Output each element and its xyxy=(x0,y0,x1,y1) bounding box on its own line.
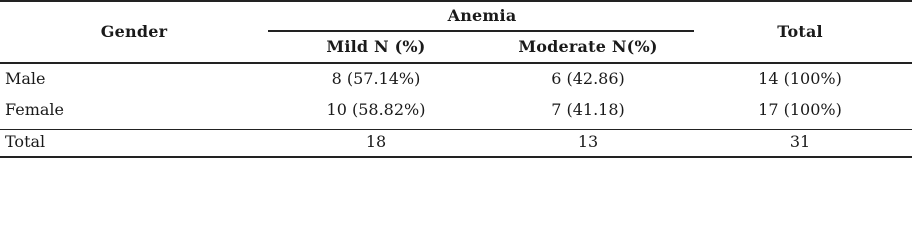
row-female-label: Female xyxy=(5,100,64,119)
row-total-label: Total xyxy=(5,132,46,151)
row-female-moderate: 7 (41.18) xyxy=(551,100,625,119)
row-total-total: 31 xyxy=(789,132,811,151)
row-male-total: 14 (100%) xyxy=(758,69,842,88)
row-male-mild: 8 (57.14%) xyxy=(331,69,421,88)
header-total: Total xyxy=(777,22,823,41)
header-bottom-rule xyxy=(0,62,912,64)
total-separator-rule xyxy=(0,129,912,130)
row-male-moderate: 6 (42.86) xyxy=(551,69,625,88)
row-female-total: 17 (100%) xyxy=(758,100,842,119)
row-female-mild: 10 (58.82%) xyxy=(326,100,426,119)
header-gender: Gender xyxy=(100,22,168,41)
top-rule xyxy=(0,0,912,2)
header-anemia: Anemia xyxy=(447,6,517,25)
row-total-moderate: 13 xyxy=(577,132,599,151)
anemia-group-rule xyxy=(268,30,694,32)
row-total-mild: 18 xyxy=(365,132,387,151)
header-mild: Mild N (%) xyxy=(326,37,426,56)
bottom-rule xyxy=(0,156,912,158)
header-moderate: Moderate N(%) xyxy=(518,37,658,56)
row-male-label: Male xyxy=(5,69,46,88)
